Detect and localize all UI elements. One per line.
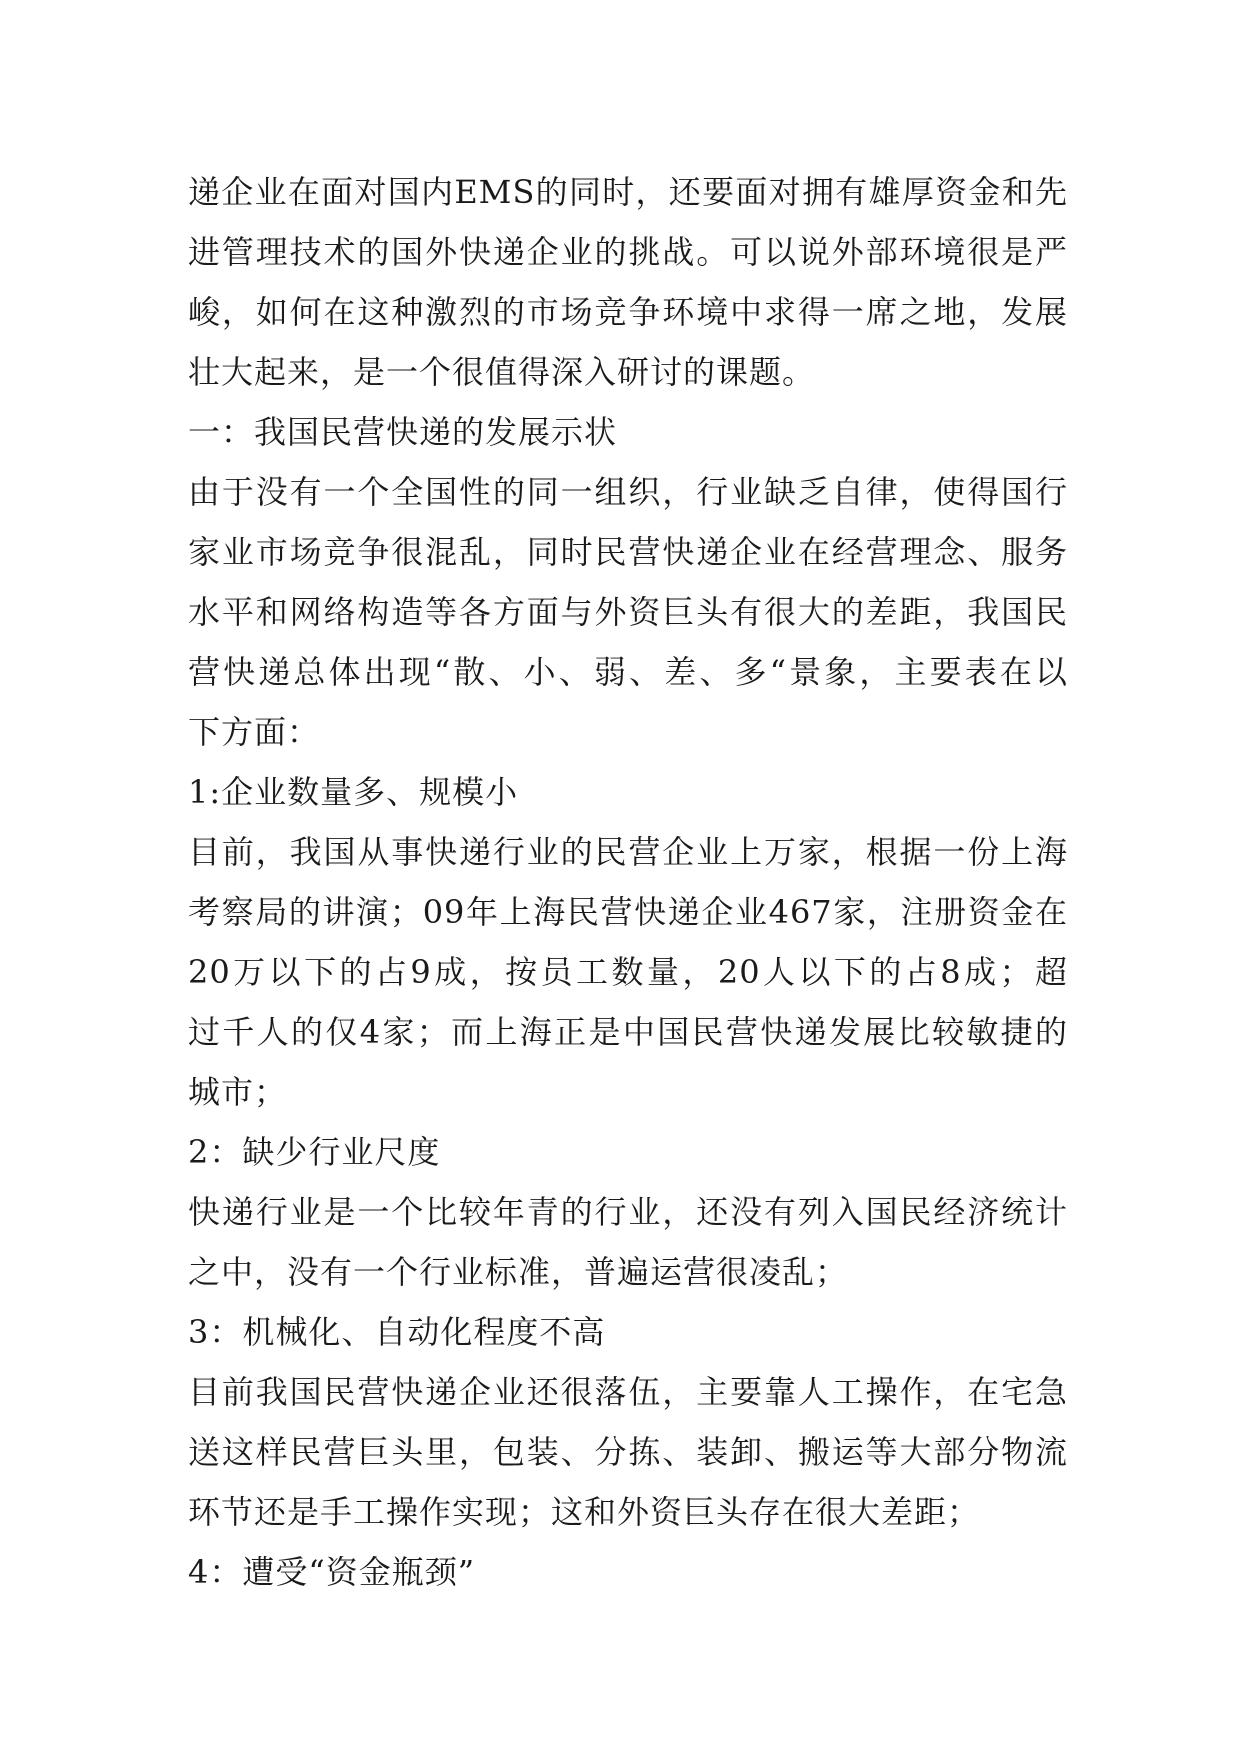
paragraph-line: 目前，我国从事快递行业的民营企业上万家，根据一份上海 xyxy=(188,833,1068,871)
paragraph-line: 送这样民营巨头里，包装、分拣、装卸、搬运等大部分物流 xyxy=(188,1433,1068,1471)
paragraph-line: 环节还是手工操作实现；这和外资巨头存在很大差距； xyxy=(188,1493,981,1531)
paragraph-line: 下方面： xyxy=(188,713,321,751)
paragraph-line: 水平和网络构造等各方面与外资巨头有很大的差距，我国民 xyxy=(188,593,1068,631)
paragraph-line: 由于没有一个全国性的同一组织，行业缺乏自律，使得国行 xyxy=(188,473,1068,511)
paragraph-line: 快递行业是一个比较年青的行业，还没有列入国民经济统计 xyxy=(188,1193,1068,1231)
paragraph-line: 20万以下的占9成，按员工数量，20人以下的占8成；超 xyxy=(188,953,1068,991)
paragraph-line: 营快递总体出现“散、小、弱、差、多“景象，主要表在以 xyxy=(188,653,1068,691)
subsection-heading: 1:企业数量多、规模小 xyxy=(188,773,519,811)
paragraph-line: 城市； xyxy=(188,1073,288,1111)
subsection-heading: 4：遭受“资金瓶颈” xyxy=(188,1553,476,1591)
paragraph-line: 递企业在面对国内EMS的同时，还要面对拥有雄厚资金和先 xyxy=(188,173,1068,211)
section-heading: 一：我国民营快递的发展示状 xyxy=(188,413,618,451)
paragraph-line: 目前我国民营快递企业还很落伍，主要靠人工操作，在宅急 xyxy=(188,1373,1068,1411)
paragraph-line: 考察局的讲演；09年上海民营快递企业467家，注册资金在 xyxy=(188,893,1068,931)
subsection-heading: 3：机械化、自动化程度不高 xyxy=(188,1313,606,1351)
paragraph-line: 峻，如何在这种激烈的市场竞争环境中求得一席之地，发展 xyxy=(188,293,1068,331)
subsection-heading: 2：缺少行业尺度 xyxy=(188,1133,441,1171)
paragraph-line: 之中，没有一个行业标准，普遍运营很凌乱； xyxy=(188,1253,849,1291)
paragraph-line: 壮大起来，是一个很值得深入研讨的课题。 xyxy=(188,353,816,391)
paragraph-line: 过千人的仅4家；而上海正是中国民营快递发展比较敏捷的 xyxy=(188,1013,1068,1051)
paragraph-line: 家业市场竞争很混乱，同时民营快递企业在经营理念、服务 xyxy=(188,533,1068,571)
paragraph-line: 进管理技术的国外快递企业的挑战。可以说外部环境很是严 xyxy=(188,233,1068,271)
